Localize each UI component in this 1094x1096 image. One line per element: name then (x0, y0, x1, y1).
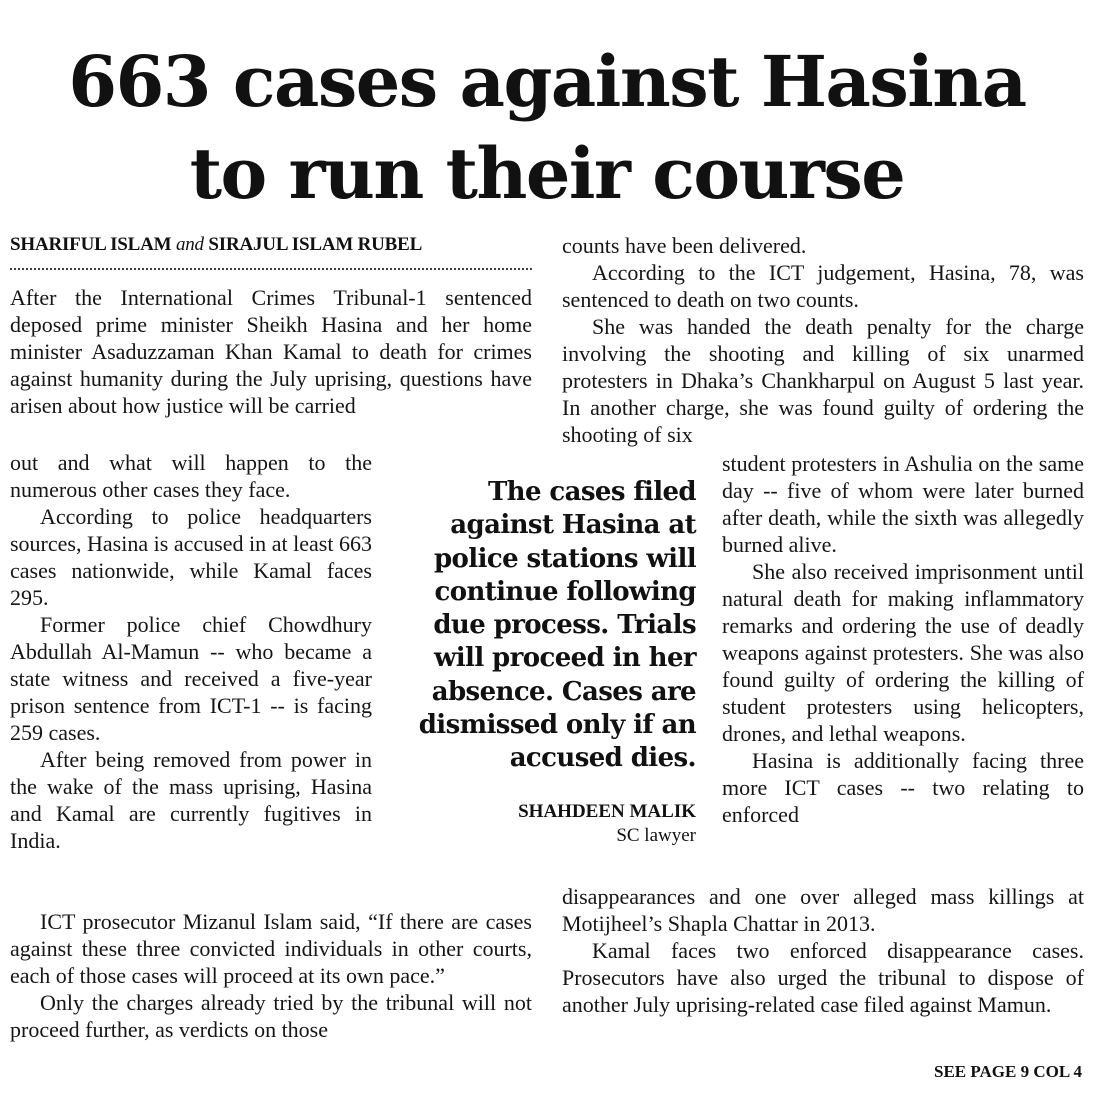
column-2-top (562, 232, 1084, 448)
pull-quote: The cases filed against Hasina at police stations will continue following due process. Trials will proceed in her absence. Cases are dismissed only if an accused dies. (418, 477, 696, 774)
paragraph: disappearances and one over alleged mass killings at Motijheel’s Shapla Chattar in 2013. (562, 884, 1084, 936)
pull-quote-attribution-name: SHAHDEEN MALIK (518, 801, 696, 822)
byline (10, 233, 532, 257)
paragraph: Former police chief Chowdhury Abdullah Al-Mamun -- who became a state witness and received a five-year prison sentence from ICT-1 -- is facing 259 cases. (10, 612, 372, 745)
headline (0, 36, 1094, 220)
paragraph: Only the charges already tried by the tribunal will not proceed further, as verdicts on those (10, 990, 532, 1042)
headline-line-1: 663 cases against Hasina (68, 40, 1026, 123)
column-1-top (10, 284, 532, 419)
paragraph: Kamal faces two enforced disappearance cases. Prosecutors have also urged the tribunal to dispose of another July uprising-related case filed against Mamun. (562, 938, 1084, 1017)
paragraph: She also received imprisonment until natural death for making inflammatory remarks and ordering the use of deadly weapons against protesters. She was also found guilty of ordering the killing of student protesters using helicopters, drones, and lethal weapons. (722, 559, 1084, 746)
column-2-narrow (722, 450, 1084, 828)
byline-author-2: SIRAJUL ISLAM RUBEL (208, 234, 423, 255)
paragraph: student protesters in Ashulia on the same day -- five of whom were later burned after death, while the sixth was allegedly burned alive. (722, 451, 1084, 557)
column-1-bottom (10, 908, 532, 1043)
paragraph: counts have been delivered. (562, 233, 807, 258)
column-2-bottom (562, 883, 1084, 1018)
paragraph: out and what will happen to the numerous other cases they face. (10, 450, 372, 502)
paragraph: According to the ICT judgement, Hasina, 78, was sentenced to death on two counts. (562, 260, 1084, 312)
continuation-jump-line: SEE PAGE 9 COL 4 (934, 1062, 1082, 1081)
headline-line-2: to run their course (189, 132, 905, 215)
byline-author-1: SHARIFUL ISLAM (10, 234, 172, 255)
paragraph: According to police headquarters sources, Hasina is accused in at least 663 cases nationwide, while Kamal faces 295. (10, 504, 372, 610)
paragraph: After being removed from power in the wake of the mass uprising, Hasina and Kamal are currently fugitives in India. (10, 747, 372, 853)
byline-divider (10, 268, 532, 270)
paragraph: After the International Crimes Tribunal-1 sentenced deposed prime minister Sheikh Hasina and her home minister Asaduzzaman Khan Kamal to death for crimes against humanity during the July uprising, questions have arisen about how justice will be carried (10, 285, 532, 418)
byline-conjunction: and (175, 234, 204, 255)
pull-quote-attribution-title: SC lawyer (616, 825, 696, 846)
paragraph: She was handed the death penalty for the charge involving the shooting and killing of six unarmed protesters in Dhaka’s Chankharpul on August 5 last year. In another charge, she was found guilty of ordering the shooting of six (562, 314, 1084, 447)
paragraph: ICT prosecutor Mizanul Islam said, “If there are cases against these three convicted individuals in other courts, each of those cases will proceed at its own pace.” (10, 909, 532, 988)
paragraph: Hasina is additionally facing three more ICT cases -- two relating to enforced (722, 748, 1084, 827)
column-1-narrow (10, 449, 372, 854)
